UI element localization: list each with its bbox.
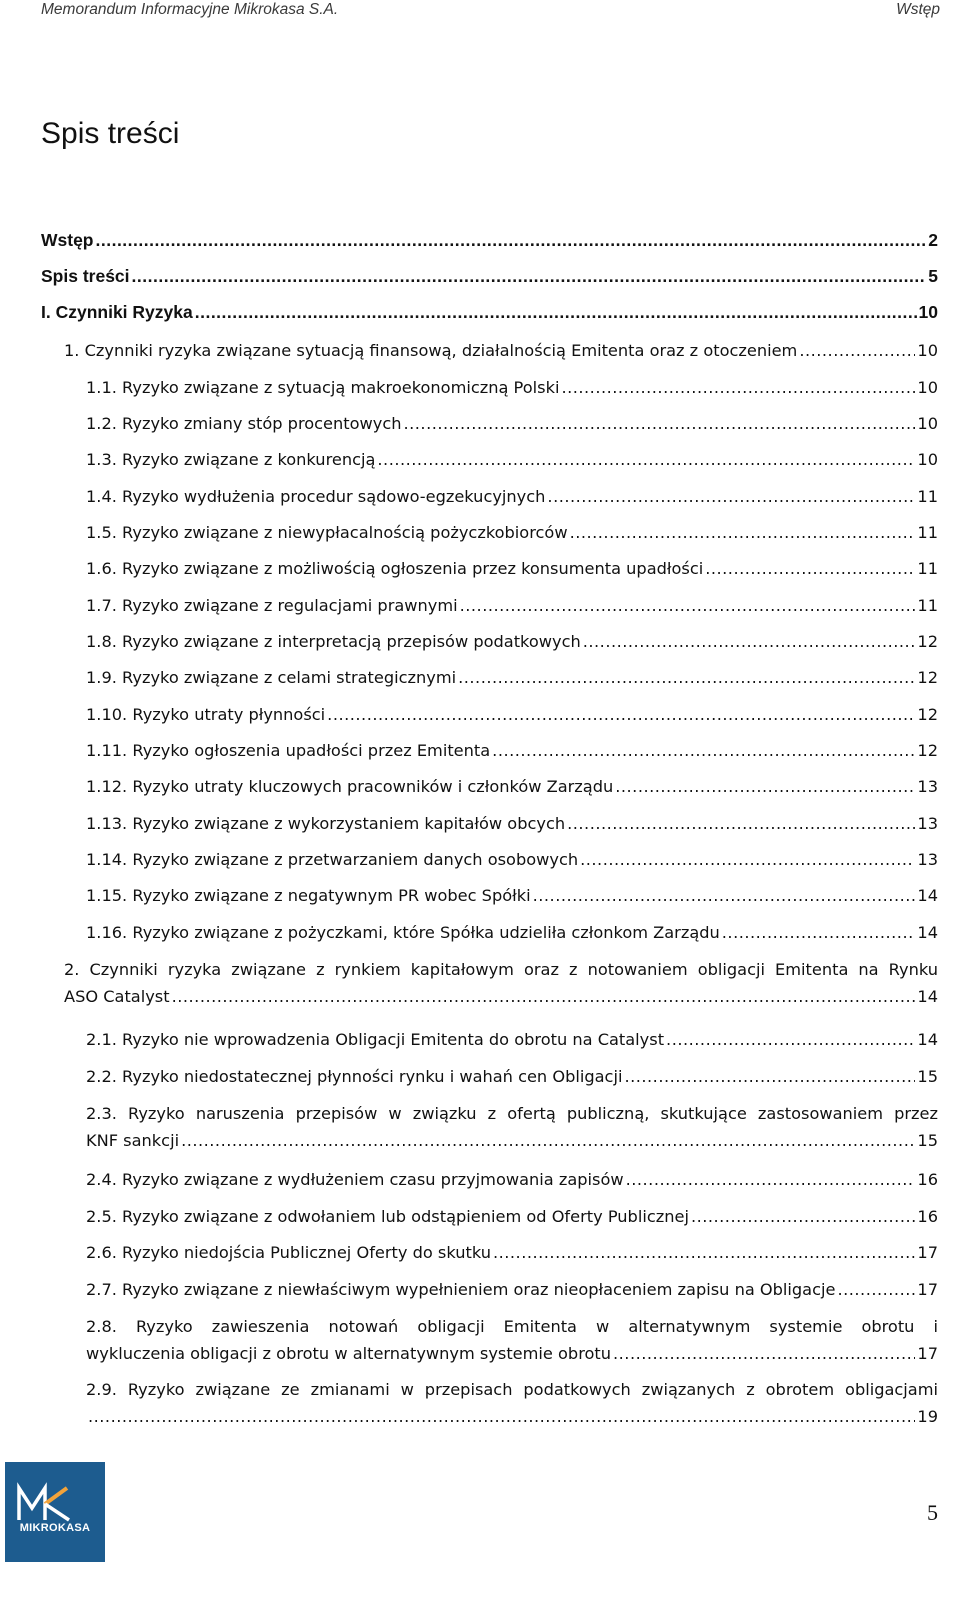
toc-entry-1-2[interactable] bbox=[86, 414, 938, 434]
toc-entry-title: I. Czynniki Ryzyka bbox=[41, 302, 193, 322]
toc-entry-title: 2.3. Ryzyko naruszenia przepisów w związku z ofertą publiczną, skutkujące zastosowaniem przez bbox=[86, 1104, 938, 1123]
toc-entry-2-3[interactable] bbox=[86, 1101, 938, 1154]
toc-entry-2-4[interactable] bbox=[86, 1170, 938, 1190]
toc-entry-page: 14 bbox=[917, 886, 938, 905]
toc-entry-title: 1. Czynniki ryzyka związane sytuacją finansową, działalnością Emitenta oraz z otoczeniem bbox=[64, 341, 798, 360]
toc-entry-spis-tresci[interactable] bbox=[41, 266, 938, 286]
toc-entry-title: 2.7. Ryzyko związane z niewłaściwym wypełnieniem oraz nieopłaceniem zapisu na Obligacje bbox=[86, 1280, 836, 1299]
toc-entry-title: 1.12. Ryzyko utraty kluczowych pracowników i członków Zarządu bbox=[86, 777, 614, 796]
toc-entry-page: 10 bbox=[917, 341, 938, 360]
toc-entry-1-3[interactable] bbox=[86, 450, 938, 470]
toc-entry-2-9[interactable] bbox=[86, 1377, 938, 1430]
toc-entry-wstep[interactable] bbox=[41, 230, 938, 250]
toc-entry-1-7[interactable] bbox=[86, 596, 938, 616]
toc-entry-title: 2.5. Ryzyko związane z odwołaniem lub odstąpieniem od Oferty Publicznej bbox=[86, 1207, 689, 1226]
toc-entry-page: 14 bbox=[917, 923, 938, 942]
toc-entry-title: 2.1. Ryzyko nie wprowadzenia Obligacji Emitenta do obrotu na Catalyst bbox=[86, 1030, 665, 1049]
toc-entry-title: 1.2. Ryzyko zmiany stóp procentowych bbox=[86, 414, 402, 433]
toc-entry-page: 5 bbox=[928, 266, 938, 286]
toc-entry-title: 1.1. Ryzyko związane z sytuacją makroekonomiczną Polski bbox=[86, 378, 560, 397]
toc-entry-page: 16 bbox=[917, 1207, 938, 1226]
toc-entry-title: 2.4. Ryzyko związane z wydłużeniem czasu przyjmowania zapisów bbox=[86, 1170, 624, 1189]
toc-entry-title: 1.7. Ryzyko związane z regulacjami prawnymi bbox=[86, 596, 458, 615]
toc-entry-2-1[interactable] bbox=[86, 1030, 938, 1050]
toc-entry-title: 1.6. Ryzyko związane z możliwością ogłoszenia przez konsumenta upadłości bbox=[86, 559, 704, 578]
toc-entry-page: 10 bbox=[917, 378, 938, 397]
toc-entry-title-continued: KNF sankcji bbox=[86, 1130, 180, 1150]
toc-entry-title: 1.14. Ryzyko związane z przetwarzaniem danych osobowych bbox=[86, 850, 579, 869]
toc-entry-1-16[interactable] bbox=[86, 923, 938, 943]
toc-entry-page: 10 bbox=[917, 414, 938, 433]
toc-entry-section-2[interactable] bbox=[64, 957, 938, 1010]
toc-entry-page: 14 bbox=[917, 986, 938, 1006]
toc-entry-page: 11 bbox=[917, 523, 938, 542]
mikrokasa-logo bbox=[5, 1462, 105, 1562]
toc-entry-title: 1.15. Ryzyko związane z negatywnym PR wobec Spółki bbox=[86, 886, 531, 905]
toc-entry-title: Spis treści bbox=[41, 266, 130, 286]
toc-entry-title: 1.11. Ryzyko ogłoszenia upadłości przez Emitenta bbox=[86, 741, 491, 760]
toc-entry-1-12[interactable] bbox=[86, 777, 938, 797]
toc-entry-title: 2.8. Ryzyko zawieszenia notowań obligacji Emitenta w alternatywnym systemie obrotu i bbox=[86, 1317, 938, 1336]
toc-entry-title: 2. Czynniki ryzyka związane z rynkiem kapitałowym oraz z notowaniem obligacji Emitenta na Rynku bbox=[64, 960, 938, 979]
toc-entry-title: 1.16. Ryzyko związane z pożyczkami, które Spółka udzieliła członkom Zarządu bbox=[86, 923, 720, 942]
toc-entry-title: 1.8. Ryzyko związane z interpretacją przepisów podatkowych bbox=[86, 632, 581, 651]
toc-entry-page: 13 bbox=[917, 814, 938, 833]
toc-entry-page: 2 bbox=[928, 230, 938, 250]
toc-entry-title: 1.10. Ryzyko utraty płynności bbox=[86, 705, 326, 724]
toc-entry-page: 12 bbox=[917, 705, 938, 724]
toc-entry-2-5[interactable] bbox=[86, 1207, 938, 1227]
toc-entry-1-10[interactable] bbox=[86, 705, 938, 725]
toc-entry-title: 1.13. Ryzyko związane z wykorzystaniem kapitałów obcych bbox=[86, 814, 566, 833]
toc-entry-1-1[interactable] bbox=[86, 378, 938, 398]
toc-entry-1-13[interactable] bbox=[86, 814, 938, 834]
toc-entry-1-15[interactable] bbox=[86, 886, 938, 906]
page-title: Spis treści bbox=[41, 117, 180, 150]
toc-entry-1-5[interactable] bbox=[86, 523, 938, 543]
toc-entry-title: 2.9. Ryzyko związane ze zmianami w przepisach podatkowych związanych z obrotem obligacjami bbox=[86, 1380, 938, 1399]
toc-entry-page: 10 bbox=[917, 450, 938, 469]
toc-entry-page: 11 bbox=[917, 596, 938, 615]
toc-entry-page: 12 bbox=[917, 668, 938, 687]
toc-entry-1-8[interactable] bbox=[86, 632, 938, 652]
toc-entry-page: 10 bbox=[918, 302, 938, 322]
toc-entry-czynniki-ryzyka[interactable] bbox=[41, 302, 938, 322]
toc-entry-title: 2.6. Ryzyko niedojścia Publicznej Oferty do skutku bbox=[86, 1243, 491, 1262]
logo-text: MIKROKASA bbox=[19, 1522, 91, 1534]
toc-entry-page: 19 bbox=[917, 1406, 938, 1426]
toc-entry-page: 12 bbox=[917, 741, 938, 760]
mk-monogram-icon bbox=[5, 1462, 105, 1562]
toc-entry-page: 11 bbox=[917, 487, 938, 506]
toc-entry-2-8[interactable] bbox=[86, 1314, 938, 1367]
toc-entry-page: 15 bbox=[917, 1130, 938, 1150]
toc-entry-2-2[interactable] bbox=[86, 1067, 938, 1087]
toc-entry-page: 17 bbox=[917, 1280, 938, 1299]
page-number: 5 bbox=[927, 1500, 938, 1525]
header-section-name: Wstęp bbox=[896, 1, 940, 18]
header-document-title: Memorandum Informacyjne Mikrokasa S.A. bbox=[41, 1, 339, 18]
toc-entry-title: 1.9. Ryzyko związane z celami strategicznymi bbox=[86, 668, 457, 687]
toc-entry-title: 1.5. Ryzyko związane z niewypłacalnością pożyczkobiorców bbox=[86, 523, 568, 542]
toc-entry-page: 13 bbox=[917, 777, 938, 796]
toc-entry-page: 17 bbox=[917, 1343, 938, 1363]
toc-entry-page: 13 bbox=[917, 850, 938, 869]
page-header bbox=[41, 0, 940, 26]
toc-entry-2-6[interactable] bbox=[86, 1243, 938, 1263]
toc-entry-title: 1.4. Ryzyko wydłużenia procedur sądowo-egzekucyjnych bbox=[86, 487, 546, 506]
toc-entry-page: 15 bbox=[917, 1067, 938, 1086]
toc-entry-title-continued: wykluczenia obligacji z obrotu w alternatywnym systemie obrotu bbox=[86, 1343, 612, 1363]
toc-entry-page: 17 bbox=[917, 1243, 938, 1262]
toc-entry-title: 2.2. Ryzyko niedostatecznej płynności rynku i wahań cen Obligacji bbox=[86, 1067, 623, 1086]
toc-entry-page: 12 bbox=[917, 632, 938, 651]
toc-entry-title: Wstęp bbox=[41, 230, 94, 250]
toc-entry-1-6[interactable] bbox=[86, 559, 938, 579]
toc-entry-page: 16 bbox=[917, 1170, 938, 1189]
toc-entry-1-9[interactable] bbox=[86, 668, 938, 688]
toc-entry-title: 1.3. Ryzyko związane z konkurencją bbox=[86, 450, 376, 469]
toc-entry-2-7[interactable] bbox=[86, 1280, 938, 1300]
toc-entry-page: 14 bbox=[917, 1030, 938, 1049]
toc-entry-section-1[interactable] bbox=[64, 341, 938, 361]
toc-entry-1-4[interactable] bbox=[86, 487, 938, 507]
toc-entry-page: 11 bbox=[917, 559, 938, 578]
toc-entry-title-continued: ASO Catalyst bbox=[64, 986, 170, 1006]
toc-entry-1-14[interactable] bbox=[86, 850, 938, 870]
toc-entry-1-11[interactable] bbox=[86, 741, 938, 761]
